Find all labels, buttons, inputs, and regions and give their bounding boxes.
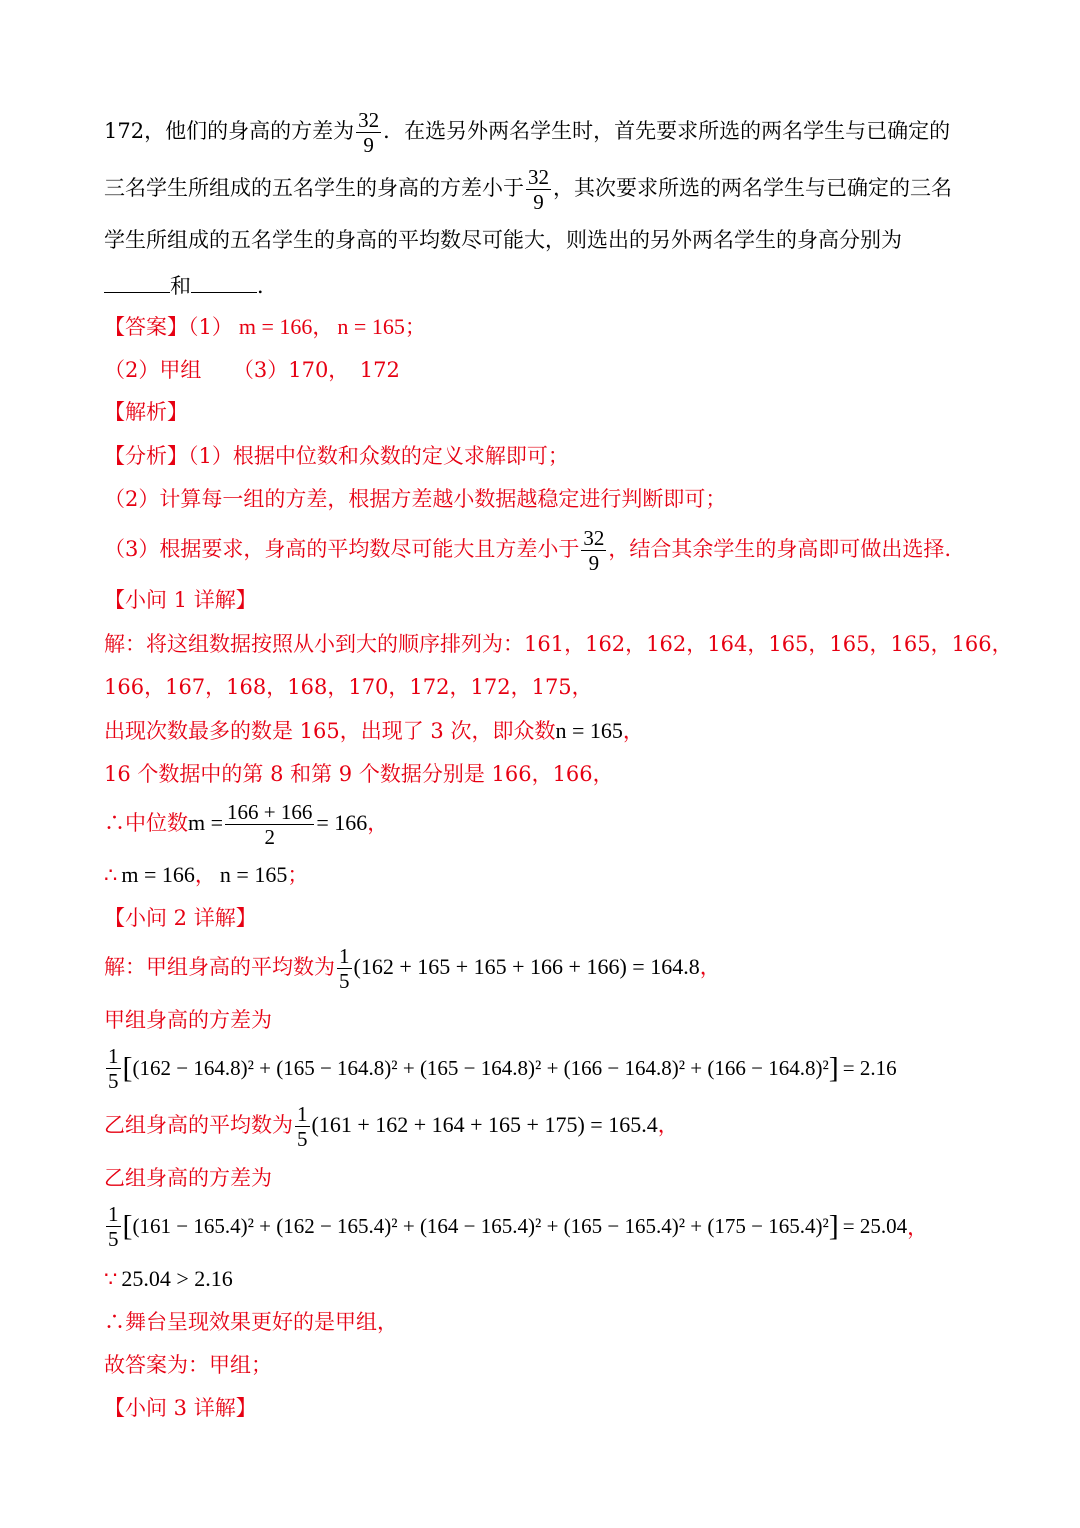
q2-line-3: 乙组身高的平均数为 $\frac{1}{5}$ (161 + 162 + 164 + 165 + 175) = 165.4，: [104, 1102, 679, 1152]
answer-blank-1: [104, 272, 170, 293]
q2-line-6: ∴舞台呈现效果更好的是甲组，: [104, 1310, 398, 1334]
intro-text: ．在选另外两名学生时，首先要求所选的两名学生与已确定的: [383, 119, 951, 144]
q2-line-5: ∵ 25.04 > 2.16: [104, 1266, 233, 1291]
intro-line-3: 学生所组成的五名学生的身高的平均数尽可能大，则选出的另外两名学生的身高分别为: [104, 228, 902, 252]
q1-line-5: ∴中位数m = $\frac{166 + 166}{2}$ = 166，: [104, 800, 389, 850]
q1-line-2: 166，167，168，168，170，172，172，175，: [104, 675, 593, 699]
analysis-line-2: （2）计算每一组的方差，根据方差越小数据越稳定进行判断即可；: [104, 487, 727, 511]
answer-label: 【答案】: [104, 315, 188, 339]
analysis-line-3: （3）根据要求，身高的平均数尽可能大且方差小于 $\frac{32}{9}$ ，结合其余学生的身高即可做出选择.: [104, 526, 952, 576]
q1-line-3: 出现次数最多的数是 165，出现了 3 次，即众数n = 165，: [104, 718, 644, 743]
q2-title: 【小问 2 详解】: [104, 906, 257, 930]
q2-line-2: 甲组身高的方差为: [104, 1008, 272, 1032]
fraction-32-9: $\frac{32}{9}$: [358, 108, 380, 158]
q2-line-1: 解：甲组身高的平均数为 $\frac{1}{5}$ (162 + 165 + 165 + 166 + 166) = 164.8，: [104, 944, 721, 994]
answer-line-2: （2）甲组 （3）170， 172: [104, 358, 400, 382]
fraction-32-9: $\frac{32}{9}$: [528, 165, 549, 215]
q1-title: 【小问 1 详解】: [104, 588, 257, 612]
answer-line-1: 【答案】（1） m = 166， n = 165；: [104, 314, 426, 339]
fraction-32-9: $\frac{32}{9}$: [583, 526, 605, 576]
one-fifth-fraction: $\frac{1}{5}$: [339, 944, 350, 994]
one-fifth-fraction: $\frac{1}{5}$: [108, 1202, 119, 1252]
intro-line-1: [104, 108, 950, 157]
q1-line-6: ∴ m = 166， n = 165；: [104, 862, 309, 887]
q1-line-1: 解：将这组数据按照从小到大的顺序排列为：161，162，162，164，165，165，165，166，: [104, 632, 1013, 656]
one-fifth-fraction: $\frac{1}{5}$: [297, 1102, 308, 1152]
intro-text: 172，他们的身高的方差为: [104, 119, 355, 144]
analysis-label: 【解析】: [104, 400, 188, 424]
q2-line-7: 故答案为：甲组；: [104, 1353, 272, 1377]
analysis-line-1: 【分析】（1）根据中位数和众数的定义求解即可；: [104, 444, 569, 468]
variance-formula-group-a: $\frac{1}{5}$ [(162 − 164.8)² + (165 − 164.8)² + (165 − 164.8)² + (166 − 164.8)² + (166 − 164.8)²] = 2.16: [108, 1044, 897, 1094]
variance-formula-group-b: $\frac{1}{5}$ [(161 − 165.4)² + (162 − 165.4)² + (164 − 165.4)² + (165 − 165.4)² + (175 − 165.4)²] = 25.04，: [108, 1202, 929, 1252]
q1-line-4: 16 个数据中的第 8 和第 9 个数据分别是 166，166，: [104, 762, 614, 786]
q3-title: 【小问 3 详解】: [104, 1396, 257, 1420]
one-fifth-fraction: $\frac{1}{5}$: [108, 1044, 119, 1094]
intro-line-2: 三名学生所组成的五名学生的身高的方差小于 $\frac{32}{9}$ ，其次要求所选的两名学生与已确定的三名: [104, 165, 952, 215]
median-fraction: $\frac{166 + 166}{2}$: [227, 800, 313, 850]
q2-line-4: 乙组身高的方差为: [104, 1166, 272, 1190]
intro-line-4: 和 ．: [104, 272, 278, 297]
answer-blank-2: [191, 272, 257, 293]
